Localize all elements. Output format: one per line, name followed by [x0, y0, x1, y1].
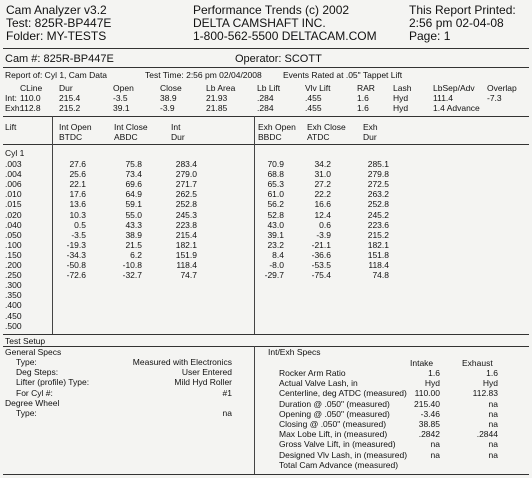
intexh-spec-label: Rocker Arm Ratio: [279, 368, 346, 378]
lift-cell-exh-dur: 118.4: [368, 260, 389, 270]
lift-cell-int-open: 17.6: [69, 189, 86, 200]
intexh-spec-label: Gross Valve Lift, in (measured): [279, 439, 396, 450]
intexh-spec-label: Actual Valve Lash, in: [279, 378, 358, 389]
lift-cell-lift: .500: [5, 320, 22, 331]
int-open-subheader: BTDC: [59, 132, 83, 142]
lift-cell-int-close: 64.9: [125, 189, 142, 200]
summary-value: Hyd: [393, 93, 409, 103]
lift-cell-exh-close: 27.2: [314, 179, 331, 190]
lift-cell-lift: .300: [5, 280, 22, 291]
lift-header: Lift: [5, 122, 17, 132]
intexh-spec-label: Closing @ .050" (measured): [279, 419, 387, 429]
lift-cell-int-dur: 245.3: [175, 209, 197, 220]
lift-cell-exh-close: -3.9: [316, 229, 331, 240]
lift-cell-int-dur: 182.1: [175, 239, 197, 250]
lift-cell-int-close: -32.7: [122, 270, 142, 281]
lift-cell-int-close: 6.2: [130, 249, 142, 260]
lift-cell-exh-open: -8.0: [269, 260, 284, 270]
intexh-exhaust-value: 112.83: [472, 388, 498, 399]
summary-value: .284: [257, 93, 274, 103]
summary-value: 110.0: [20, 93, 41, 103]
summary-header: Dur: [59, 83, 73, 93]
lift-cell-int-open: -34.3: [66, 249, 86, 260]
lift-cell-lift: .100: [5, 239, 22, 250]
summary-value: -3.9: [160, 103, 175, 113]
lift-cell-exh-dur: 182.1: [367, 239, 389, 250]
general-spec-value: #1: [222, 387, 232, 398]
app-title: Cam Analyzer v3.2: [6, 3, 107, 17]
lift-cell-int-dur: 215.4: [175, 229, 197, 240]
intexh-intake-value: Hyd: [424, 378, 440, 389]
lift-cell-int-dur: 151.9: [175, 249, 197, 260]
lift-cell-exh-dur: 74.8: [372, 270, 389, 281]
lift-cell-exh-close: -36.6: [311, 249, 331, 260]
lift-cell-int-close: 69.6: [125, 179, 142, 190]
summary-value: 38.9: [160, 93, 177, 103]
summary-row-label: Int:: [5, 93, 17, 103]
int-close-header: Int Close: [114, 122, 148, 132]
exh-close-subheader: ATDC: [307, 132, 330, 142]
intexh-exhaust-value: na: [488, 439, 498, 450]
general-spec-label: Lifter (profile) Type:: [16, 377, 90, 388]
lift-cell-exh-open: -29.7: [264, 270, 284, 281]
exh-open-header: Exh Open: [258, 122, 296, 132]
summary-value: 39.1: [113, 103, 130, 113]
lift-cell-int-dur: 252.8: [175, 199, 197, 210]
intexh-exhaust-value: na: [488, 408, 498, 419]
lift-cell-int-open: 13.6: [69, 199, 86, 210]
divider: [3, 144, 529, 145]
column-divider: [254, 346, 255, 474]
lift-cell-exh-dur: 285.1: [367, 159, 389, 169]
lift-cell-exh-open: 68.8: [267, 169, 284, 180]
intexh-exhaust-value: na: [488, 449, 498, 460]
lift-cell-exh-open: 43.0: [267, 219, 284, 230]
general-spec-label: Deg Steps:: [16, 367, 59, 378]
operator: Operator: SCOTT: [235, 53, 322, 65]
intexh-intake-value: 215.40: [414, 398, 440, 409]
intexh-exhaust-value: na: [488, 398, 498, 409]
lift-cell-exh-dur: 279.8: [367, 169, 389, 180]
lift-cell-int-dur: 74.7: [180, 270, 197, 281]
lift-cell-int-open: -72.6: [66, 270, 86, 281]
summary-header: Overlap: [487, 83, 517, 93]
lift-cell-exh-dur: 223.6: [367, 219, 389, 230]
lift-cell-int-close: 75.8: [125, 159, 142, 169]
int-close-subheader: ABDC: [114, 132, 138, 142]
lift-cell-exh-close: 31.0: [314, 169, 331, 180]
lift-cell-lift: .150: [5, 249, 22, 260]
lift-cell-int-open: -19.3: [66, 239, 86, 250]
lift-cell-exh-open: 52.8: [267, 209, 284, 220]
divider: [3, 346, 529, 347]
vendor-copyright: Performance Trends (c) 2002: [193, 3, 350, 17]
general-spec-label: For Cyl #:: [16, 387, 53, 398]
lift-cell-int-open: 0.5: [74, 219, 86, 230]
lift-cell-int-open: 10.3: [69, 209, 86, 220]
lift-cell-int-close: 43.3: [125, 219, 142, 230]
lift-cell-exh-dur: 215.2: [367, 229, 389, 240]
divider: [3, 474, 529, 475]
intexh-exhaust-value: na: [488, 419, 498, 429]
intexh-spec-label: Duration @ .050" (measured): [279, 398, 390, 409]
general-specs-title: General Specs: [5, 347, 62, 357]
summary-header: Open: [113, 83, 134, 93]
intake-col-header: Intake: [410, 358, 434, 368]
lift-cell-int-close: 59.1: [125, 199, 142, 210]
printed-label: This Report Printed:: [409, 3, 516, 17]
intexh-spec-label: Opening @ .050" (measured): [279, 408, 390, 419]
report-of: Report of: Cyl 1, Cam Data: [5, 70, 108, 80]
summary-header: Close: [160, 83, 182, 93]
exh-close-header: Exh Close: [307, 122, 346, 132]
lift-cell-exh-close: 34.2: [314, 159, 331, 169]
lift-cell-int-dur: 271.7: [175, 179, 197, 190]
int-dur-subheader: Dur: [171, 132, 185, 142]
general-spec-value: Mild Hyd Roller: [174, 377, 232, 388]
exh-dur-subheader: Dur: [363, 132, 377, 142]
lift-cell-exh-open: 70.9: [267, 159, 284, 169]
lift-cell-exh-close: 16.6: [314, 199, 331, 210]
general-spec-label: Type:: [16, 357, 37, 367]
lift-cell-lift: .006: [5, 179, 22, 190]
test-name: Test: 825R-BP447E: [6, 16, 112, 30]
intexh-exhaust-value: .2844: [476, 429, 498, 440]
lift-cell-exh-close: 0.6: [319, 219, 331, 230]
lift-cell-int-open: 25.6: [69, 169, 86, 180]
lift-cell-int-dur: 223.8: [175, 219, 197, 230]
intexh-intake-value: 110.00: [414, 388, 440, 399]
lift-cell-int-close: -10.8: [122, 260, 142, 270]
intexh-specs-title: Int/Exh Specs: [268, 347, 321, 357]
summary-value: 21.93: [206, 93, 228, 103]
summary-header: Lb Area: [206, 83, 236, 93]
intexh-exhaust-value: 1.6: [486, 368, 498, 378]
lift-cell-exh-close: 22.2: [314, 189, 331, 200]
exh-open-subheader: BBDC: [258, 132, 282, 142]
cylinder-label: Cyl 1: [5, 148, 25, 158]
summary-value: 111.4: [433, 93, 454, 103]
folder-name: Folder: MY-TESTS: [6, 29, 107, 43]
divider: [3, 116, 529, 117]
int-open-header: Int Open: [59, 122, 92, 132]
lift-cell-exh-open: 61.0: [267, 189, 284, 200]
lift-cell-lift: .020: [5, 209, 22, 220]
summary-value: 21.85: [206, 103, 228, 113]
summary-header: CLine: [20, 83, 43, 93]
column-divider: [254, 116, 255, 334]
column-divider: [52, 116, 53, 334]
lift-cell-exh-dur: 151.8: [367, 249, 389, 260]
summary-row-label: Exh:: [5, 103, 23, 113]
summary-value: 1.6: [357, 103, 369, 113]
test-setup-title: Test Setup: [5, 336, 46, 346]
intexh-intake-value: -3.46: [420, 408, 440, 419]
lift-cell-exh-dur: 245.2: [367, 209, 389, 220]
intexh-intake-value: .2842: [418, 429, 440, 440]
summary-value: Hyd: [393, 103, 409, 113]
intexh-intake-value: 1.6: [428, 368, 440, 378]
divider: [3, 48, 529, 49]
lift-cell-int-dur: 283.4: [175, 159, 197, 169]
intexh-intake-value: 38.85: [418, 419, 440, 429]
lift-cell-exh-open: 8.4: [272, 249, 284, 260]
lift-cell-int-dur: 262.5: [175, 189, 197, 200]
lift-cell-int-open: -3.5: [71, 229, 86, 240]
summary-value: .284: [257, 103, 274, 113]
lift-cell-lift: .450: [5, 310, 22, 321]
summary-header: Lb Lift: [257, 83, 281, 93]
lift-cell-lift: .010: [5, 189, 22, 200]
summary-value: 112.8: [20, 103, 41, 113]
lift-cell-int-close: 73.4: [125, 169, 142, 180]
lift-cell-lift: .050: [5, 229, 22, 240]
intexh-spec-label: Centerline, deg ATDC (measured): [279, 388, 407, 399]
company-contact: 1-800-562-5500 DELTACAM.COM: [193, 29, 377, 43]
lift-cell-exh-open: 56.2: [267, 199, 284, 210]
summary-value: 215.2: [59, 103, 81, 113]
general-spec-value: na: [222, 408, 232, 418]
lift-cell-lift: .004: [5, 169, 22, 180]
lift-cell-int-open: 27.6: [69, 159, 86, 169]
summary-value: -7.3: [487, 93, 502, 103]
summary-value: 1.4 Advance: [433, 103, 480, 113]
exh-dur-header: Exh: [363, 122, 378, 132]
summary-value: 215.4: [59, 93, 81, 103]
cam-number: Cam #: 825R-BP447E: [5, 53, 114, 65]
lift-cell-lift: .015: [5, 199, 22, 210]
lift-cell-exh-close: 12.4: [314, 209, 331, 220]
int-dur-header: Int: [171, 122, 181, 132]
summary-value: -3.5: [113, 93, 128, 103]
company-name: DELTA CAMSHAFT INC.: [193, 16, 326, 30]
general-spec-value: Measured with Electronics: [132, 357, 232, 367]
lift-cell-exh-open: 65.3: [267, 179, 284, 190]
intexh-intake-value: na: [430, 449, 440, 460]
test-time: Test Time: 2:56 pm 02/04/2008: [145, 70, 262, 80]
exhaust-col-header: Exhaust: [462, 358, 493, 368]
general-spec-value: User Entered: [181, 367, 232, 378]
summary-header: Lash: [393, 83, 412, 93]
lift-cell-lift: .250: [5, 270, 22, 281]
lift-cell-int-dur: 279.0: [175, 169, 197, 180]
summary-value: .455: [305, 103, 322, 113]
printed-time: 2:56 pm 02-04-08: [409, 16, 504, 30]
general-spec-label: Type:: [16, 408, 37, 418]
lift-cell-exh-open: 23.2: [267, 239, 284, 250]
general-spec-label: Degree Wheel: [5, 397, 60, 408]
intexh-exhaust-value: Hyd: [482, 378, 498, 389]
lift-cell-int-close: 21.5: [125, 239, 142, 250]
lift-cell-exh-dur: 263.2: [367, 189, 389, 200]
summary-value: .455: [305, 93, 322, 103]
summary-header: Vlv Lift: [305, 83, 331, 93]
lift-cell-int-close: 38.9: [125, 229, 142, 240]
lift-cell-int-dur: 118.4: [176, 260, 197, 270]
divider: [3, 67, 529, 68]
lift-cell-lift: .400: [5, 300, 22, 311]
intexh-intake-value: na: [430, 439, 440, 450]
summary-value: 1.6: [357, 93, 369, 103]
lift-cell-exh-close: -53.5: [311, 260, 331, 270]
lift-cell-exh-open: 39.1: [267, 229, 284, 240]
lift-cell-exh-dur: 272.5: [367, 179, 389, 190]
lift-cell-lift: .350: [5, 290, 22, 301]
lift-cell-lift: .200: [5, 260, 22, 270]
lift-cell-int-open: 22.1: [69, 179, 86, 190]
summary-header: RAR: [357, 83, 375, 93]
lift-cell-exh-close: -75.4: [311, 270, 331, 281]
intexh-spec-label: Total Cam Advance (measured): [279, 459, 399, 470]
lift-cell-int-open: -50.8: [66, 260, 86, 270]
lift-cell-lift: .003: [5, 159, 22, 169]
intexh-spec-label: Max Lobe Lift, in (measured): [279, 429, 388, 440]
lift-cell-int-close: 55.0: [125, 209, 142, 220]
lift-cell-lift: .040: [5, 219, 22, 230]
intexh-spec-label: Designed Vlv Lash, in (measured): [279, 449, 408, 460]
summary-header: LbSep/Adv: [433, 83, 475, 93]
lift-cell-exh-dur: 252.8: [367, 199, 389, 210]
lift-cell-exh-close: -21.1: [311, 239, 331, 250]
divider: [3, 334, 529, 335]
events-rating: Events Rated at .05" Tappet Lift: [283, 70, 403, 80]
page-number: Page: 1: [409, 29, 451, 43]
